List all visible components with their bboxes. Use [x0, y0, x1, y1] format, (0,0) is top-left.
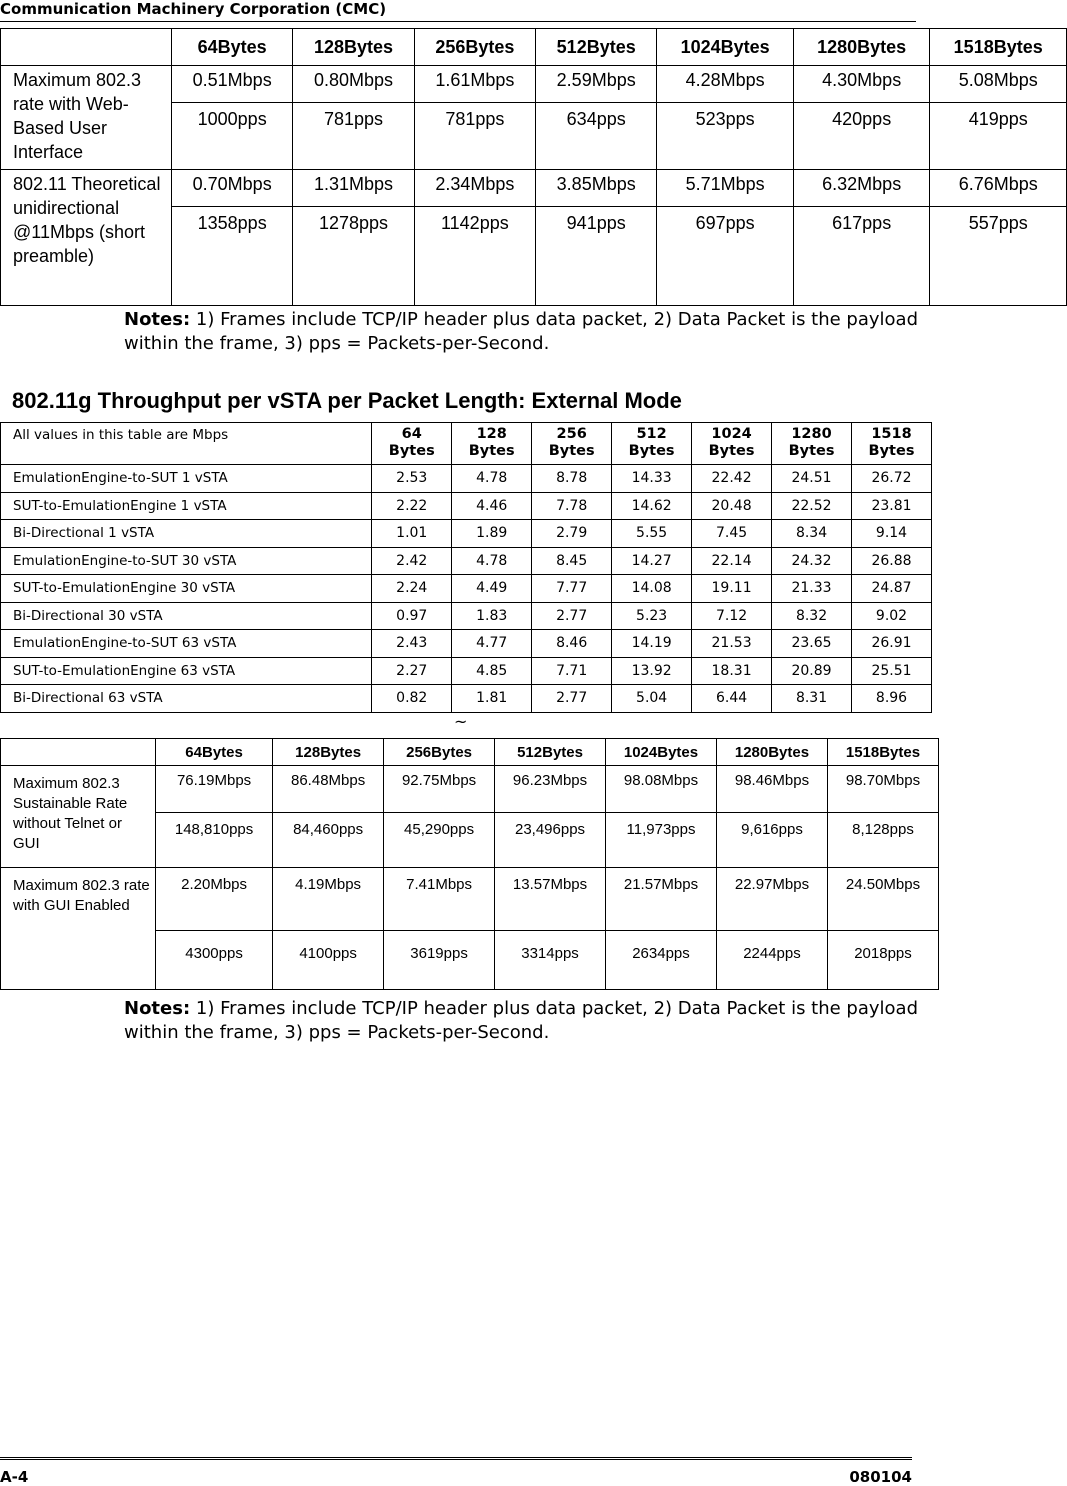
column-header: 1518Bytes [930, 29, 1067, 66]
value-cell: 14.27 [612, 547, 692, 575]
value-cell: 2.79 [532, 520, 612, 548]
value-cell: 2.77 [532, 685, 612, 713]
pps-cell: 3314pps [495, 931, 606, 990]
column-header: 64Bytes [156, 739, 273, 766]
pps-cell: 45,290pps [384, 813, 495, 868]
value-cell: 24.51 [772, 465, 852, 493]
value-cell: 4.78 [452, 465, 532, 493]
value-cell: 24.32 [772, 547, 852, 575]
mbps-cell: 22.97Mbps [716, 868, 827, 931]
table-row [1, 465, 932, 493]
mbps-cell: 1.61Mbps [414, 66, 535, 103]
pps-cell: 148,810pps [156, 813, 273, 868]
pps-cell: 781pps [293, 103, 414, 170]
value-cell: 9.02 [852, 602, 932, 630]
row-label: Bi-Directional 63 vSTA [1, 685, 372, 713]
table-row [1, 602, 932, 630]
value-cell: 8.45 [532, 547, 612, 575]
column-header: 512Bytes [536, 29, 657, 66]
value-cell: 19.11 [692, 575, 772, 603]
pps-cell: 420pps [793, 103, 930, 170]
pps-cell: 1000pps [172, 103, 293, 170]
value-cell: 1.81 [452, 685, 532, 713]
value-cell: 4.49 [452, 575, 532, 603]
mbps-cell: 92.75Mbps [384, 766, 495, 813]
table-row [1, 575, 932, 603]
column-header: 256Bytes [414, 29, 535, 66]
table-row [1, 685, 932, 713]
notes-text: 1) Frames include TCP/IP header plus data packet, 2) Data Packet is the payload within the frame, 3) pps = Packets-per-Second. [124, 998, 919, 1043]
pps-cell: 523pps [657, 103, 794, 170]
column-header: 64 Bytes [372, 423, 452, 465]
value-cell: 9.14 [852, 520, 932, 548]
value-cell: 2.22 [372, 492, 452, 520]
mbps-cell: 1.31Mbps [293, 170, 414, 207]
notes-label: Notes: [124, 309, 191, 330]
notes-label: Notes: [124, 998, 191, 1019]
value-cell: 7.12 [692, 602, 772, 630]
pps-cell: 697pps [657, 207, 794, 306]
table-row [1, 657, 932, 685]
value-cell: 8.34 [772, 520, 852, 548]
value-cell: 1.01 [372, 520, 452, 548]
value-cell: 22.52 [772, 492, 852, 520]
value-cell: 2.27 [372, 657, 452, 685]
value-cell: 7.45 [692, 520, 772, 548]
value-cell: 14.33 [612, 465, 692, 493]
mbps-cell: 2.34Mbps [414, 170, 535, 207]
value-cell: 2.43 [372, 630, 452, 658]
pps-cell: 419pps [930, 103, 1067, 170]
mbps-cell: 0.70Mbps [172, 170, 293, 207]
value-cell: 1.89 [452, 520, 532, 548]
pps-cell: 2018pps [827, 931, 938, 990]
row-label: SUT-to-EmulationEngine 63 vSTA [1, 657, 372, 685]
tilde-mark: ~ [454, 712, 468, 731]
value-cell: 20.89 [772, 657, 852, 685]
value-cell: 2.42 [372, 547, 452, 575]
pps-cell: 2634pps [606, 931, 717, 990]
mbps-cell: 5.08Mbps [930, 66, 1067, 103]
value-cell: 2.53 [372, 465, 452, 493]
table-notes [124, 997, 924, 1045]
pps-cell: 1142pps [414, 207, 535, 306]
row-label: Bi-Directional 30 vSTA [1, 602, 372, 630]
table-header-row [1, 423, 932, 465]
mbps-cell: 76.19Mbps [156, 766, 273, 813]
pps-cell: 11,973pps [606, 813, 717, 868]
mbps-cell: 6.76Mbps [930, 170, 1067, 207]
table-row [1, 492, 932, 520]
pps-cell: 634pps [536, 103, 657, 170]
value-cell: 4.46 [452, 492, 532, 520]
value-cell: 13.92 [612, 657, 692, 685]
value-cell: 22.42 [692, 465, 772, 493]
value-cell: 24.87 [852, 575, 932, 603]
column-header: 1518Bytes [827, 739, 938, 766]
value-cell: 4.78 [452, 547, 532, 575]
pps-cell: 1278pps [293, 207, 414, 306]
value-cell: 8.32 [772, 602, 852, 630]
value-cell: 2.77 [532, 602, 612, 630]
value-cell: 14.62 [612, 492, 692, 520]
mbps-cell: 24.50Mbps [827, 868, 938, 931]
pps-cell: 4100pps [273, 931, 384, 990]
value-cell: 20.48 [692, 492, 772, 520]
column-header: 128Bytes [273, 739, 384, 766]
notes-text: 1) Frames include TCP/IP header plus data packet, 2) Data Packet is the payload within the frame, 3) pps = Packets-per-Second. [124, 309, 919, 354]
pps-cell: 781pps [414, 103, 535, 170]
section-heading: 802.11g Throughput per vSTA per Packet Length: External Mode [12, 388, 682, 413]
mbps-cell: 21.57Mbps [606, 868, 717, 931]
mbps-cell: 2.20Mbps [156, 868, 273, 931]
corner-cell [1, 29, 172, 66]
column-header: 1024 Bytes [692, 423, 772, 465]
rate-table-web-ui [0, 28, 1067, 306]
mbps-cell: 98.08Mbps [606, 766, 717, 813]
page-header-title: Communication Machinery Corporation (CMC) [0, 0, 916, 22]
mbps-cell: 98.70Mbps [827, 766, 938, 813]
pps-cell: 84,460pps [273, 813, 384, 868]
mbps-cell: 4.19Mbps [273, 868, 384, 931]
value-cell: 7.71 [532, 657, 612, 685]
value-cell: 26.91 [852, 630, 932, 658]
value-cell: 21.53 [692, 630, 772, 658]
row-label: EmulationEngine-to-SUT 1 vSTA [1, 465, 372, 493]
value-cell: 21.33 [772, 575, 852, 603]
table-row [1, 547, 932, 575]
value-cell: 14.08 [612, 575, 692, 603]
column-header: 1280Bytes [716, 739, 827, 766]
column-header: 128 Bytes [452, 423, 532, 465]
row-label: EmulationEngine-to-SUT 30 vSTA [1, 547, 372, 575]
value-cell: 6.44 [692, 685, 772, 713]
mbps-cell: 4.30Mbps [793, 66, 930, 103]
mbps-cell: 2.59Mbps [536, 66, 657, 103]
row-label: SUT-to-EmulationEngine 30 vSTA [1, 575, 372, 603]
table-row [1, 520, 932, 548]
mbps-cell: 96.23Mbps [495, 766, 606, 813]
row-label: SUT-to-EmulationEngine 1 vSTA [1, 492, 372, 520]
table-row [1, 630, 932, 658]
column-header: 64Bytes [172, 29, 293, 66]
pps-cell: 4300pps [156, 931, 273, 990]
column-header: 256Bytes [384, 739, 495, 766]
row-label: 802.11 Theoretical unidirectional @11Mbps (short preamble) [1, 170, 172, 306]
value-cell: 4.85 [452, 657, 532, 685]
pps-cell: 8,128pps [827, 813, 938, 868]
pps-cell: 2244pps [716, 931, 827, 990]
column-header: 512Bytes [495, 739, 606, 766]
value-cell: 0.97 [372, 602, 452, 630]
row-label: Bi-Directional 1 vSTA [1, 520, 372, 548]
value-cell: 0.82 [372, 685, 452, 713]
value-cell: 26.88 [852, 547, 932, 575]
row-label: EmulationEngine-to-SUT 63 vSTA [1, 630, 372, 658]
column-header: 1280Bytes [793, 29, 930, 66]
value-cell: 5.23 [612, 602, 692, 630]
column-header: 256 Bytes [532, 423, 612, 465]
page-footer [0, 1457, 912, 1486]
value-cell: 8.78 [532, 465, 612, 493]
pps-cell: 9,616pps [716, 813, 827, 868]
pps-cell: 1358pps [172, 207, 293, 306]
value-cell: 1.83 [452, 602, 532, 630]
pps-cell: 557pps [930, 207, 1067, 306]
value-cell: 5.55 [612, 520, 692, 548]
pps-cell: 941pps [536, 207, 657, 306]
mbps-cell: 5.71Mbps [657, 170, 794, 207]
value-cell: 4.77 [452, 630, 532, 658]
mbps-cell: 4.28Mbps [657, 66, 794, 103]
value-cell: 14.19 [612, 630, 692, 658]
value-cell: 8.46 [532, 630, 612, 658]
row-label: Maximum 802.3 rate with Web-Based User Interface [1, 66, 172, 170]
column-header: 1280 Bytes [772, 423, 852, 465]
mbps-cell: 0.51Mbps [172, 66, 293, 103]
value-cell: 5.04 [612, 685, 692, 713]
mbps-cell: 3.85Mbps [536, 170, 657, 207]
row-label: Maximum 802.3 Sustainable Rate without Telnet or GUI [1, 766, 156, 868]
table-header-row [1, 29, 1067, 66]
value-cell: 25.51 [852, 657, 932, 685]
value-cell: 7.77 [532, 575, 612, 603]
value-cell: 2.24 [372, 575, 452, 603]
table-row [1, 170, 1067, 207]
mbps-cell: 0.80Mbps [293, 66, 414, 103]
table-row [1, 766, 939, 813]
column-header: 128Bytes [293, 29, 414, 66]
value-cell: 26.72 [852, 465, 932, 493]
pps-cell: 617pps [793, 207, 930, 306]
column-header: 1518 Bytes [852, 423, 932, 465]
pps-cell: 23,496pps [495, 813, 606, 868]
page-number: A-4 [0, 1468, 29, 1486]
table-row [1, 66, 1067, 103]
column-header: 1024Bytes [606, 739, 717, 766]
mbps-cell: 86.48Mbps [273, 766, 384, 813]
corner-cell [1, 739, 156, 766]
column-header: 1024Bytes [657, 29, 794, 66]
row-label: Maximum 802.3 rate with GUI Enabled [1, 868, 156, 990]
mbps-cell: 6.32Mbps [793, 170, 930, 207]
rate-table-sustainable [0, 738, 939, 990]
value-cell: 23.65 [772, 630, 852, 658]
mbps-cell: 13.57Mbps [495, 868, 606, 931]
value-cell: 23.81 [852, 492, 932, 520]
table-row [1, 868, 939, 931]
mbps-cell: 98.46Mbps [716, 766, 827, 813]
table-header-row [1, 739, 939, 766]
value-cell: 8.96 [852, 685, 932, 713]
document-id: 080104 [849, 1468, 912, 1486]
value-cell: 22.14 [692, 547, 772, 575]
mbps-cell: 7.41Mbps [384, 868, 495, 931]
pps-cell: 3619pps [384, 931, 495, 990]
value-cell: 18.31 [692, 657, 772, 685]
corner-cell: All values in this table are Mbps [1, 423, 372, 465]
value-cell: 8.31 [772, 685, 852, 713]
value-cell: 7.78 [532, 492, 612, 520]
column-header: 512 Bytes [612, 423, 692, 465]
table-notes [124, 308, 924, 356]
throughput-table-external-mode [0, 422, 932, 713]
